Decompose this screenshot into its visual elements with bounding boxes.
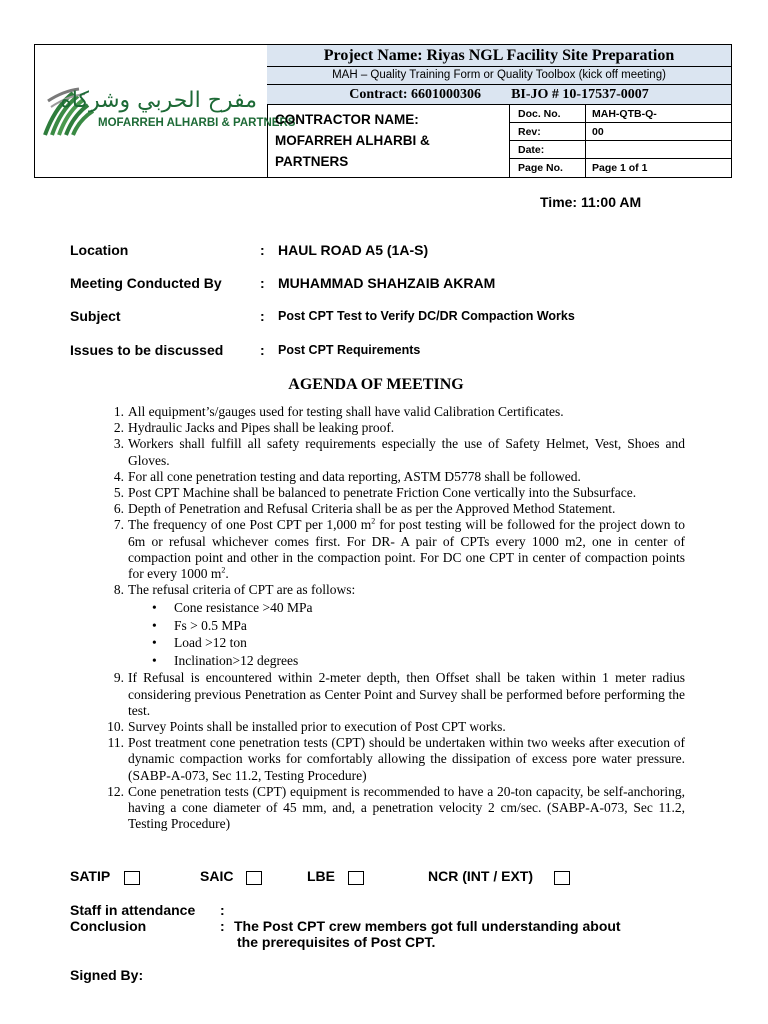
agenda-item: [100, 784, 685, 833]
checkbox-ncr[interactable]: [554, 871, 570, 885]
agenda-item: [100, 404, 685, 420]
agenda-number: 3.: [113, 436, 124, 452]
agenda-number: 10.: [107, 719, 124, 735]
agenda-text: The refusal criteria of CPT are as follows:: [128, 582, 356, 598]
agenda-text: If Refusal is encountered within 2-meter depth, then Offset shall be taken within 1 meter radius considering previous Penetration as Center Point and Survey shall be performed before performing the test.: [128, 670, 685, 718]
contractor-block: [275, 109, 505, 172]
agenda-number: 12.: [107, 783, 124, 799]
field-colon: :: [260, 242, 265, 258]
signed-by-label: Signed By:: [70, 967, 144, 983]
agenda-number: 8.: [113, 582, 124, 598]
meta-row-page-no: [510, 159, 732, 177]
meta-row-doc-no: [510, 105, 732, 123]
agenda-number: 6.: [113, 501, 124, 517]
field-value-issues: Post CPT Requirements: [278, 343, 421, 357]
bullet-text: Cone resistance >40 MPa: [174, 600, 313, 616]
conclusion-label: Conclusion: [70, 918, 147, 934]
contract-number: Contract: 6601000306: [349, 87, 482, 102]
form-title: MAH – Quality Training Form or Quality Toolbox (kick off meeting): [267, 67, 731, 85]
agenda-text: Workers shall fulfill all safety requirements especially the use of Safety Helmet, Vest, Shoes and Gloves.: [128, 436, 685, 468]
agenda-text: All equipment’s/gauges used for testing shall have valid Calibration Certificates.: [128, 404, 564, 419]
logo-cell: [35, 45, 296, 177]
bullet-item: [128, 618, 685, 636]
meta-label: Page No.: [518, 162, 563, 174]
agenda-item: [100, 485, 685, 501]
company-name-latin: MOFARREH ALHARBI & PARTNERS: [98, 117, 296, 129]
contractor-label: CONTRACTOR NAME:: [275, 112, 419, 127]
bullet-text: Fs > 0.5 MPa: [174, 617, 247, 633]
field-colon: :: [260, 275, 265, 291]
bullet-icon: •: [152, 617, 157, 633]
agenda-text: .: [225, 566, 229, 582]
agenda-text: For all cone penetration testing and data reporting, ASTM D5778 shall be followed.: [128, 468, 581, 484]
meta-value: Page 1 of 1: [592, 162, 648, 174]
conclusion-text-line-2: the prerequisites of Post CPT.: [237, 934, 436, 950]
meeting-time: Time: 11:00 AM: [540, 194, 642, 210]
checkbox-label-lbe: LBE: [307, 868, 335, 884]
contractor-name-line-1: MOFARREH ALHARBI &: [275, 133, 430, 148]
agenda-text: Depth of Penetration and Refusal Criteria shall be as per the Approved Method Statement.: [128, 501, 616, 517]
superscript: 2: [371, 516, 376, 526]
refusal-criteria-list: [128, 600, 685, 670]
meta-value: MAH-QTB-Q-: [592, 108, 657, 120]
bijo-number: BI-JO # 10-17537-0007: [511, 87, 649, 102]
agenda-number: 7.: [113, 517, 124, 533]
agenda-item: [100, 735, 685, 784]
checkbox-label-saic: SAIC: [200, 868, 234, 884]
field-value-subject: Post CPT Test to Verify DC/DR Compaction Works: [278, 309, 575, 323]
bullet-text: Load >12 ton: [174, 635, 247, 651]
meta-row-date: [510, 141, 732, 159]
checkbox-label-ncr: NCR (INT / EXT): [428, 868, 533, 884]
conclusion-colon: :: [220, 918, 225, 934]
meta-label: Rev:: [518, 126, 541, 138]
agenda-item: [100, 719, 685, 735]
agenda-text: Survey Points shall be installed prior to execution of Post CPT works.: [128, 719, 506, 735]
contract-row: [267, 85, 731, 105]
agenda-item: [100, 582, 685, 670]
bullet-icon: •: [152, 652, 157, 668]
checkbox-label-satip: SATIP: [70, 868, 111, 884]
field-label-issues: Issues to be discussed: [70, 342, 224, 358]
agenda-text: Post treatment cone penetration tests (CPT) should be undertaken within two weeks after execution of dynamic compaction works for comfortably allowing the dissipation of excess pore water pressure. (SABP-A-073, Sec 11.2, Testing Procedure): [128, 735, 685, 783]
doc-meta-table: [509, 105, 732, 177]
agenda-number: 11.: [107, 735, 124, 751]
agenda-text: for post testing will be followed for the project down to 6m or refusal whichever comes first. For DR- A pair of CPTs every 1000 m2, one in center of compaction point and other in the compaction point. For DC one CPT in center of compaction points for every 1000 m: [128, 517, 685, 582]
bullet-text: Inclination>12 degrees: [174, 652, 299, 668]
bullet-item: [128, 653, 685, 671]
agenda-number: 2.: [113, 420, 124, 436]
project-name: Project Name: Riyas NGL Facility Site Preparation: [267, 45, 731, 67]
agenda-number: 4.: [113, 468, 124, 484]
bullet-icon: •: [152, 635, 157, 651]
agenda-item: [100, 517, 685, 582]
field-label-subject: Subject: [70, 308, 121, 324]
agenda-number: 9.: [113, 670, 124, 686]
company-name-arabic: مفرح الحربي وشركاه: [60, 88, 257, 113]
agenda-item: [100, 469, 685, 485]
agenda-text: The frequency of one Post CPT per 1,000 m: [128, 517, 372, 533]
meta-label: Doc. No.: [518, 108, 561, 120]
field-label-location: Location: [70, 242, 129, 258]
agenda-text: Post CPT Machine shall be balanced to penetrate Friction Cone vertically into the Subsurface.: [128, 485, 637, 501]
document-header: [34, 44, 732, 178]
agenda-number: 5.: [113, 485, 124, 501]
field-colon: :: [260, 308, 265, 324]
checkbox-satip[interactable]: [124, 871, 140, 885]
field-value-location: HAUL ROAD A5 (1A-S): [278, 242, 429, 258]
bullet-icon: •: [152, 600, 157, 616]
agenda-item: [100, 670, 685, 719]
field-label-conducted-by: Meeting Conducted By: [70, 275, 222, 291]
checkbox-saic[interactable]: [246, 871, 262, 885]
meta-label: Date:: [518, 144, 545, 156]
bullet-item: [128, 635, 685, 653]
agenda-list: [100, 404, 685, 832]
agenda-title: AGENDA OF MEETING: [288, 376, 464, 393]
agenda-text: Cone penetration tests (CPT) equipment is recommended to have a 20-ton capacity, be self-anchoring, having a cone diameter of 45 mm, and, a penetration velocity 2 cm/sec. (SABP-A-073, Sec 11.2, Testing Procedure): [128, 783, 685, 832]
field-value-conducted-by: MUHAMMAD SHAHZAIB AKRAM: [278, 275, 496, 291]
superscript: 2: [221, 565, 226, 575]
agenda-text: Hydraulic Jacks and Pipes shall be leaking proof.: [128, 420, 395, 436]
meta-row-rev: [510, 123, 732, 141]
agenda-item: [100, 436, 685, 468]
agenda-item: [100, 501, 685, 517]
agenda-number: 1.: [113, 404, 124, 419]
conclusion-text-line-1: The Post CPT crew members got full understanding about: [234, 918, 621, 934]
company-logo: [43, 85, 296, 141]
agenda-item: [100, 420, 685, 436]
staff-label: Staff in attendance: [70, 902, 196, 918]
meta-value: 00: [592, 126, 604, 138]
checkbox-lbe[interactable]: [348, 871, 364, 885]
staff-colon: :: [220, 902, 225, 918]
contractor-name-line-2: PARTNERS: [275, 154, 349, 169]
bullet-item: [128, 600, 685, 618]
field-colon: :: [260, 342, 265, 358]
